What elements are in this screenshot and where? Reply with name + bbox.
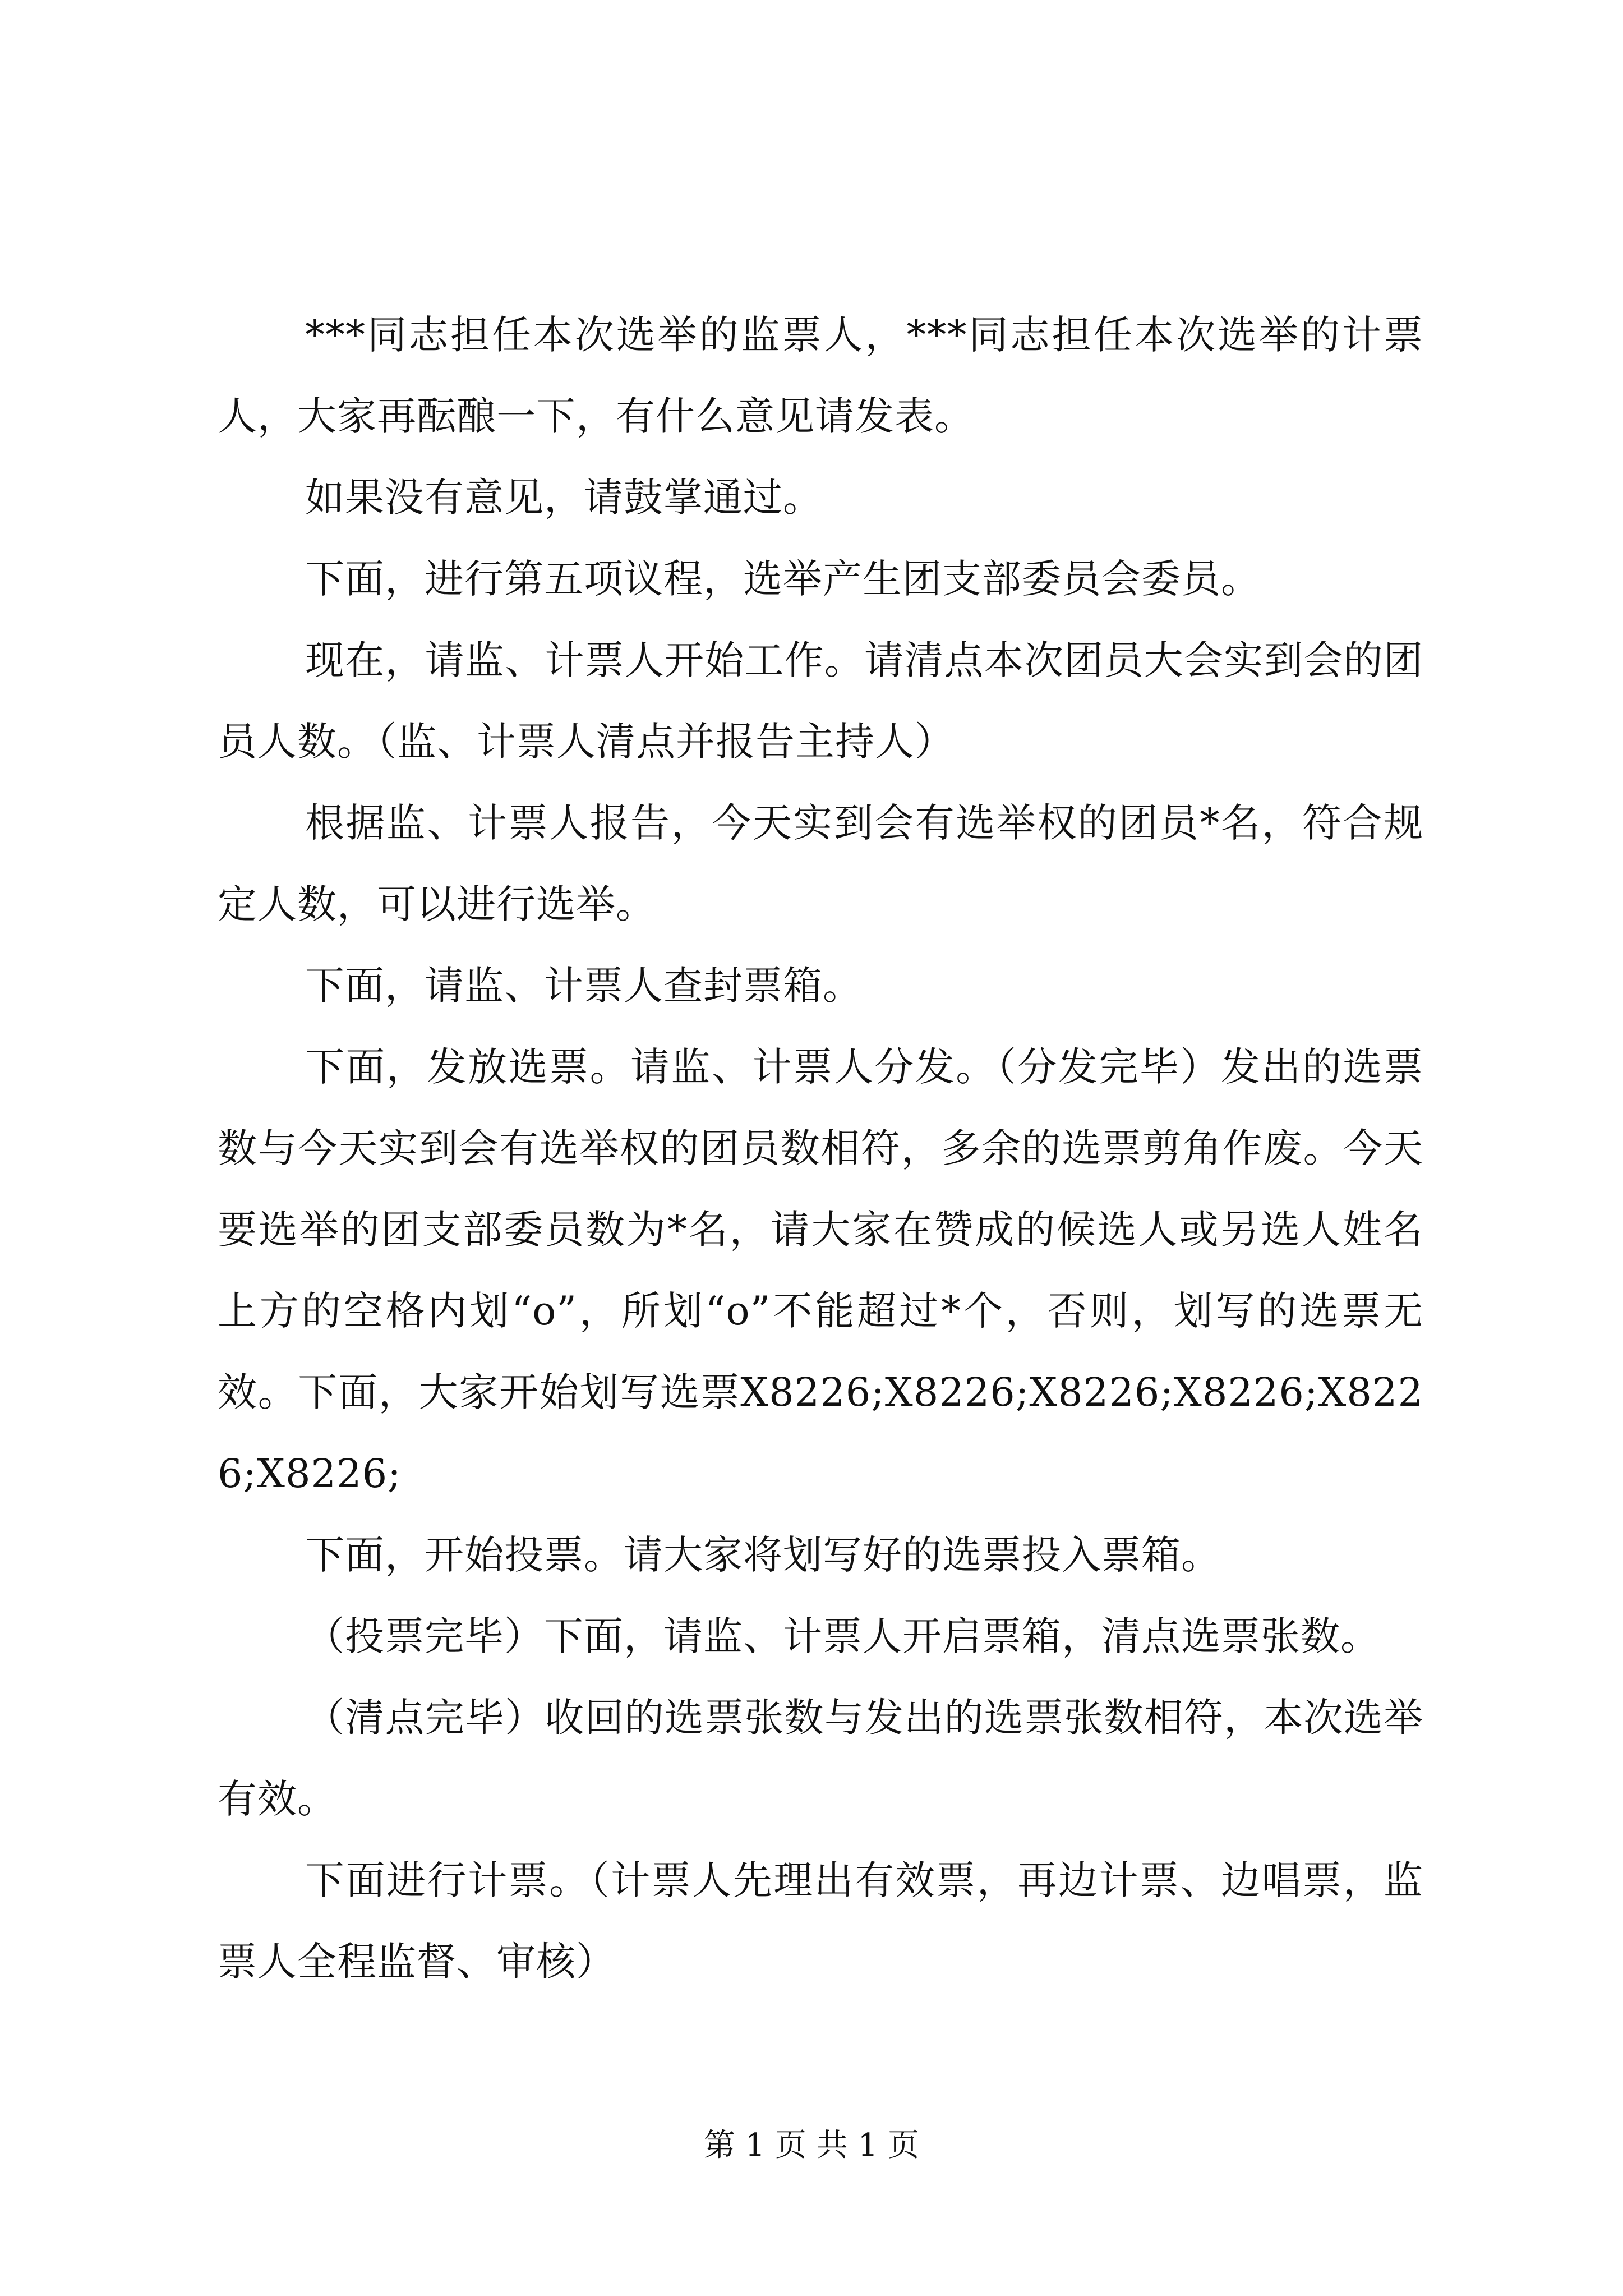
paragraph: 下面，开始投票。请大家将划写好的选票投入票箱。 (305, 1532, 1221, 1578)
document-body (218, 295, 1423, 2003)
paragraph: 下面，进行第五项议程，选举产生团支部委员会委员。 (305, 556, 1261, 602)
paragraph: 下面，发放选票。请监、计票人分发。（分发完毕）发出的选票数与今天实到会有选举权的团员数相符，多余的选票剪角作废。今天要选举的团支部委员数为*名，请大家在赞成的候选人或另选人姓名上方的空格内划“o”，所划“o”不能超过*个，否则，划写的选票无效。下面，大家开始划写选票X8226;X8226;X8226;X8226;X8226;X8226; (218, 1044, 1423, 1497)
page-footer: 第 1 页 共 1 页 (703, 2127, 920, 2164)
paragraph: 下面进行计票。（计票人先理出有效票，再边计票、边唱票，监票人全程监督、审核） (218, 1857, 1423, 1985)
paragraph: （投票完毕）下面，请监、计票人开启票箱，清点选票张数。 (305, 1613, 1380, 1659)
paragraph: （清点完毕）收回的选票张数与发出的选票张数相符，本次选举有效。 (218, 1695, 1423, 1822)
paragraph: 下面，请监、计票人查封票箱。 (305, 963, 863, 1009)
paragraph: 现在，请监、计票人开始工作。请清点本次团员大会实到会的团员人数。（监、计票人清点并报告主持人） (218, 637, 1423, 765)
paragraph: 根据监、计票人报告，今天实到会有选举权的团员*名，符合规定人数，可以进行选举。 (218, 800, 1423, 927)
paragraph: ***同志担任本次选举的监票人，***同志担任本次选举的计票人，大家再酝酿一下，有什么意见请发表。 (218, 312, 1423, 439)
paragraph: 如果没有意见，请鼓掌通过。 (305, 475, 823, 521)
